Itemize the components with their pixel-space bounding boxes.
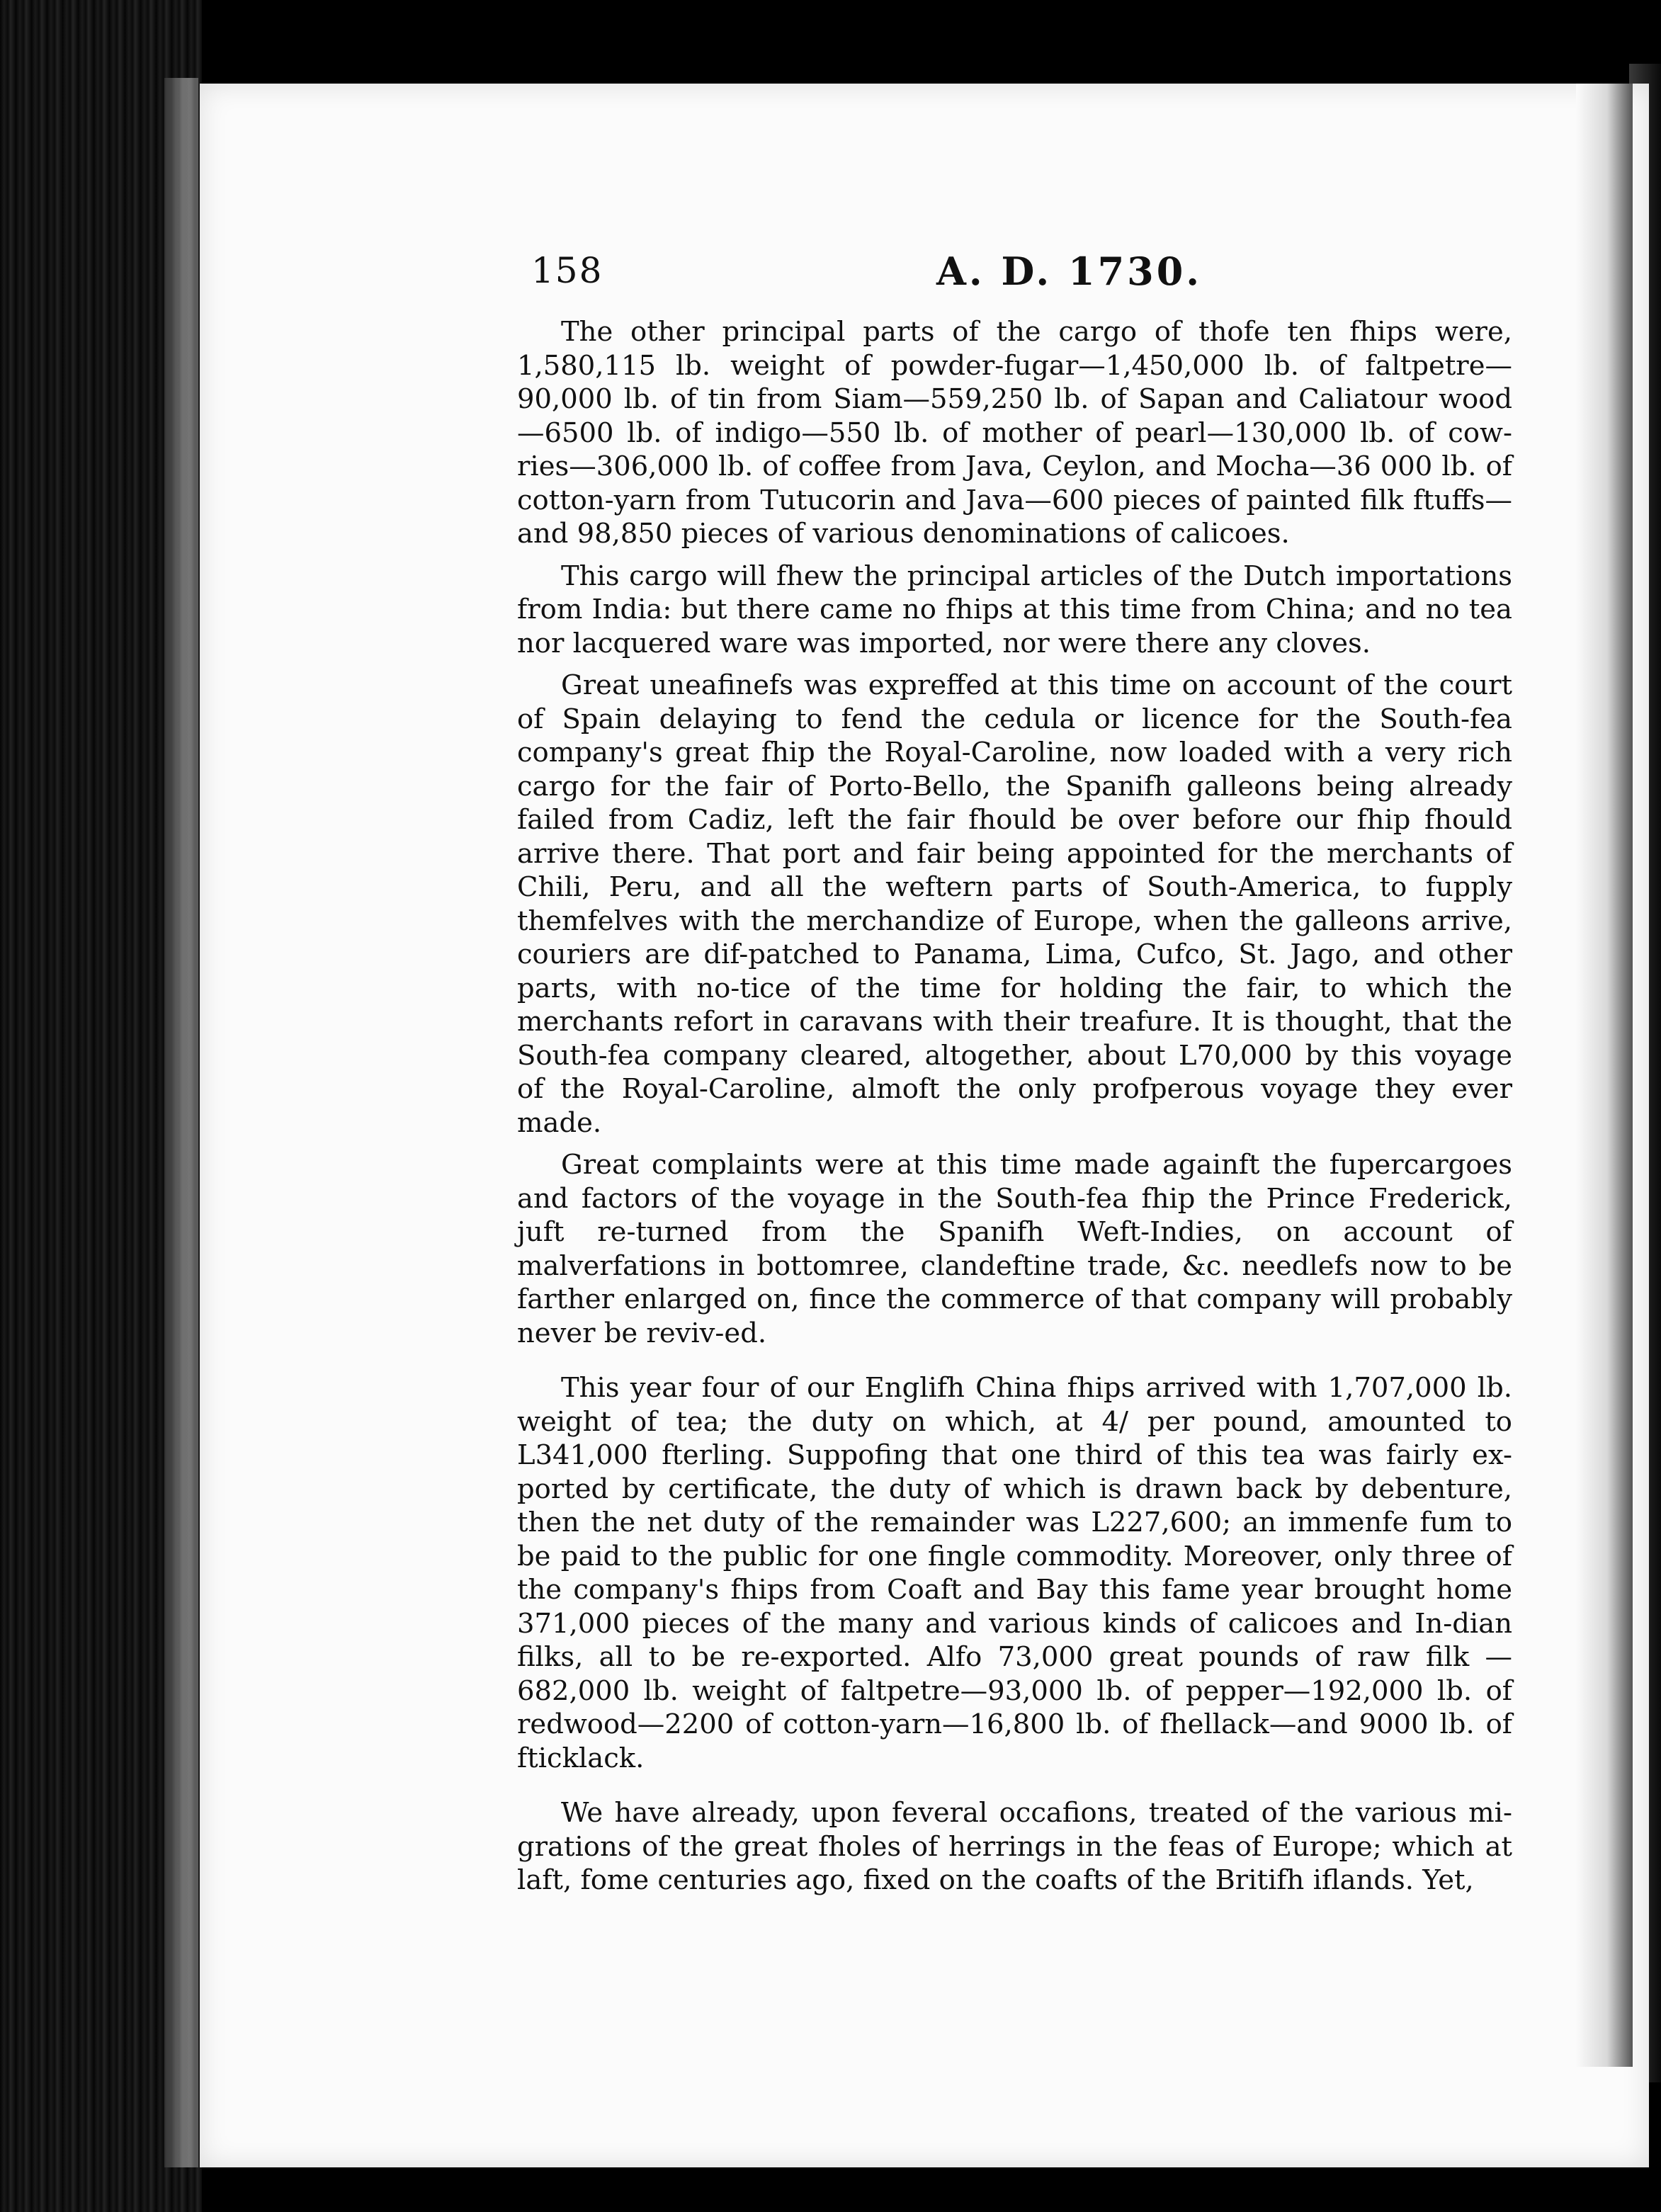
paragraph-china-ships: This year four of our Englifh China fhips arrived with 1,707,000 lb. weight of tea; the duty on which, at 4/ per pound, amounted to L341,000 fterling. Suppofing that one third of this tea was fairly ex-ported by certificate, the duty of which is drawn back by debenture, then the net duty of the remainder was L227,600; an immenfe fum to be paid to the public for one fingle commodity. Moreover, only three of the company's fhips from Coaft and Bay this fame year brought home 371,000 pieces of the many and various kinds of calicoes and In-dian filks, all to be re-exported. Alfo 73,000 great pounds of raw filk —682,000 lb. weight of faltpetre—93,000 lb. of pepper—192,000 lb. of redwood—2200 of cotton-yarn—16,800 lb. of fhellack—and 9000 lb. of fticklack.	[517, 1372, 1512, 1774]
page-header	[531, 244, 1487, 308]
paragraph-royal-caroline: Great uneafinefs was expreffed at this time on account of the court of Spain delaying to fend the cedula or licence for the South-fea company's great fhip the Royal-Caroline, now loaded with a very rich cargo for the fair of Porto-Bello, the Spanifh galleons being already failed from Cadiz, left the fair fhould be over before our fhip fhould arrive there. That port and fair being appointed for the merchants of Chili, Peru, and all the weftern parts of South-America, to fupply themfelves with the merchandize of Europe, when the galleons arrive, couriers are dif-patched to Panama, Lima, Cufco, St. Jago, and other parts, with no-tice of the time for holding the fair, to which the merchants refort in caravans with their treafure. It is thought, that the South-fea company cleared, altogether, about L70,000 by this voyage of the Royal-Caroline, almoft the only profperous voyage they ever made.	[517, 669, 1512, 1139]
paragraph-dutch-importations: This cargo will fhew the principal articles of the Dutch importations from India: but there came no fhips at this time from China; and no tea nor lacquered ware was imported, nor were there any cloves.	[517, 560, 1512, 659]
binding-edge	[164, 78, 198, 2167]
page-number: 158	[531, 250, 603, 291]
paragraph-complaints: Great complaints were at this time made againft the fupercargoes and factors of the voyage in the South-fea fhip the Prince Frederick, juft re-turned from the Spanifh Weft-Indies, on account of malverfations in bottomree, clandeftine trade, &c. needlefs now to be farther enlarged on, fince the commerce of that company will probably never be reviv-ed.	[517, 1149, 1512, 1349]
body-text	[517, 315, 1512, 1898]
page-edge-curl	[1576, 84, 1633, 2067]
paragraph-cargo: The other principal parts of the cargo of thofe ten fhips were, 1,580,115 lb. weight of powder-fugar—1,450,000 lb. of faltpetre— 90,000 lb. of tin from Siam—559,250 lb. of Sapan and Caliatour wood —6500 lb. of indigo—550 lb. of mother of pearl—130,000 lb. of cow-ries—306,000 lb. of coffee from Java, Ceylon, and Mocha—36 000 lb. of cotton-yarn from Tutucorin and Java—600 pieces of painted filk ftuffs—and 98,850 pieces of various denominations of calicoes.	[517, 316, 1512, 550]
running-head: A. D. 1730.	[936, 249, 1203, 294]
paragraph-herrings: We have already, upon feveral occafions, treated of the various mi-grations of the great fholes of herrings in the feas of Europe; which at laft, fome centuries ago, fixed on the coafts of the Britifh iflands. Yet,	[517, 1797, 1512, 1896]
